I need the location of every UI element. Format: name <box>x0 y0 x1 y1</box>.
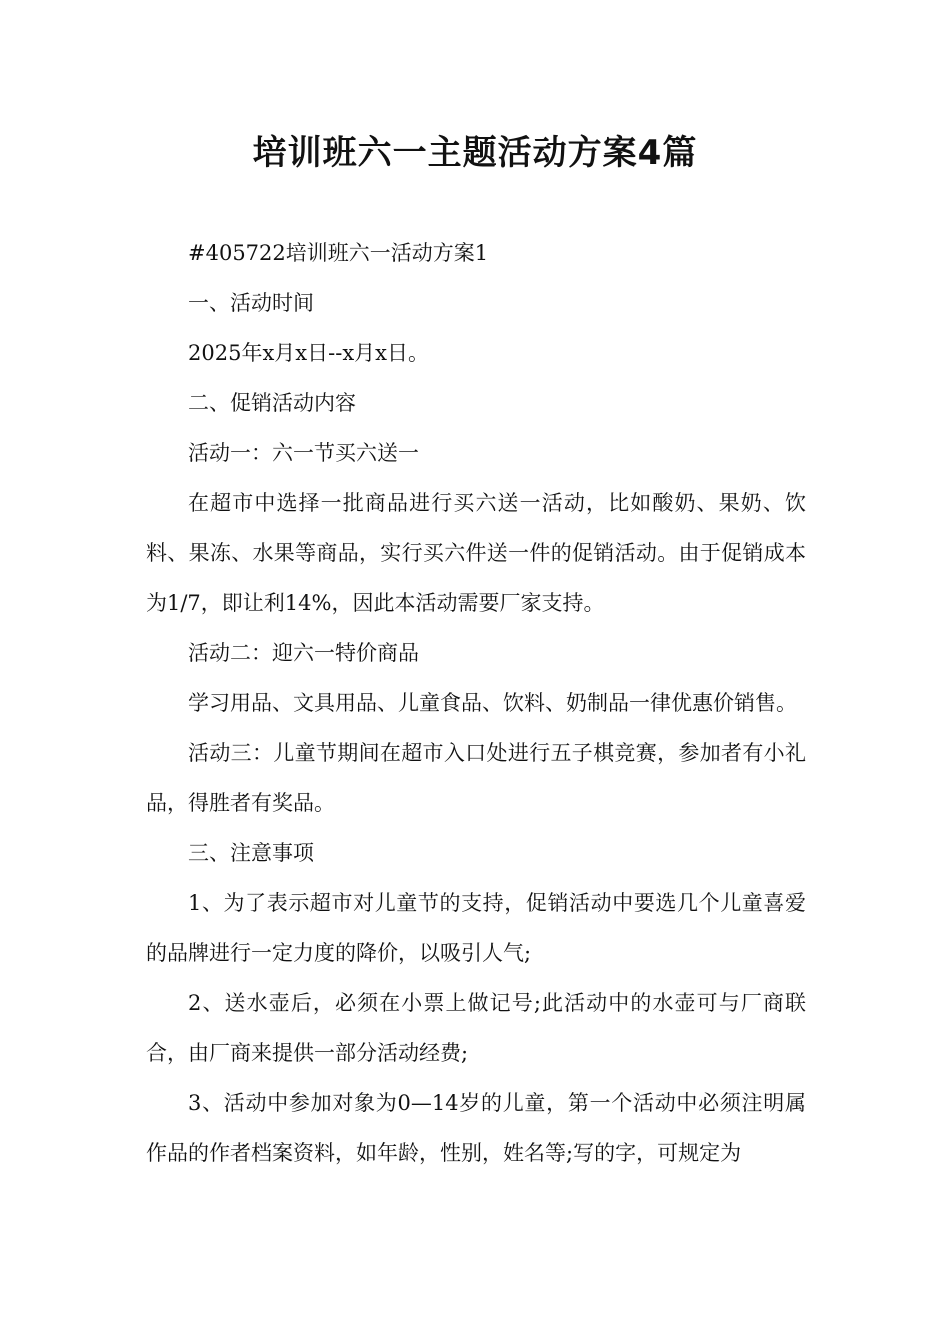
paragraph-section-notes: 三、注意事项 <box>188 841 314 865</box>
paragraph-time-range: 2025年x月x日--x月x日。 <box>188 341 430 365</box>
paragraph-activity-two-title: 活动二：迎六一特价商品 <box>188 641 419 665</box>
paragraph-plan-heading: #405722培训班六一活动方案1 <box>188 241 489 265</box>
document-body <box>146 228 806 1178</box>
document-title: 培训班六一主题活动方案4篇 <box>252 133 698 173</box>
paragraph-section-time: 一、活动时间 <box>188 291 314 315</box>
paragraph-section-content: 二、促销活动内容 <box>188 391 356 415</box>
paragraph-note-two: 2、送水壶后，必须在小票上做记号;此活动中的水壶可与厂商联合，由厂商来提供一部分活动经费; <box>146 991 806 1065</box>
paragraph-activity-three: 活动三：儿童节期间在超市入口处进行五子棋竞赛，参加者有小礼品，得胜者有奖品。 <box>146 741 806 815</box>
paragraph-activity-two-body: 学习用品、文具用品、儿童食品、饮料、奶制品一律优惠价销售。 <box>188 691 797 715</box>
paragraph-activity-one-title: 活动一：六一节买六送一 <box>188 441 419 465</box>
paragraph-activity-one-body: 在超市中选择一批商品进行买六送一活动，比如酸奶、果奶、饮料、果冻、水果等商品，实行买六件送一件的促销活动。由于促销成本为1/7，即让利14%，因此本活动需要厂家支持。 <box>146 491 806 615</box>
paragraph-note-three: 3、活动中参加对象为0—14岁的儿童，第一个活动中必须注明属作品的作者档案资料，如年龄，性别，姓名等;写的字，可规定为 <box>146 1091 806 1165</box>
paragraph-note-one: 1、为了表示超市对儿童节的支持，促销活动中要选几个儿童喜爱的品牌进行一定力度的降价，以吸引人气; <box>146 891 806 965</box>
